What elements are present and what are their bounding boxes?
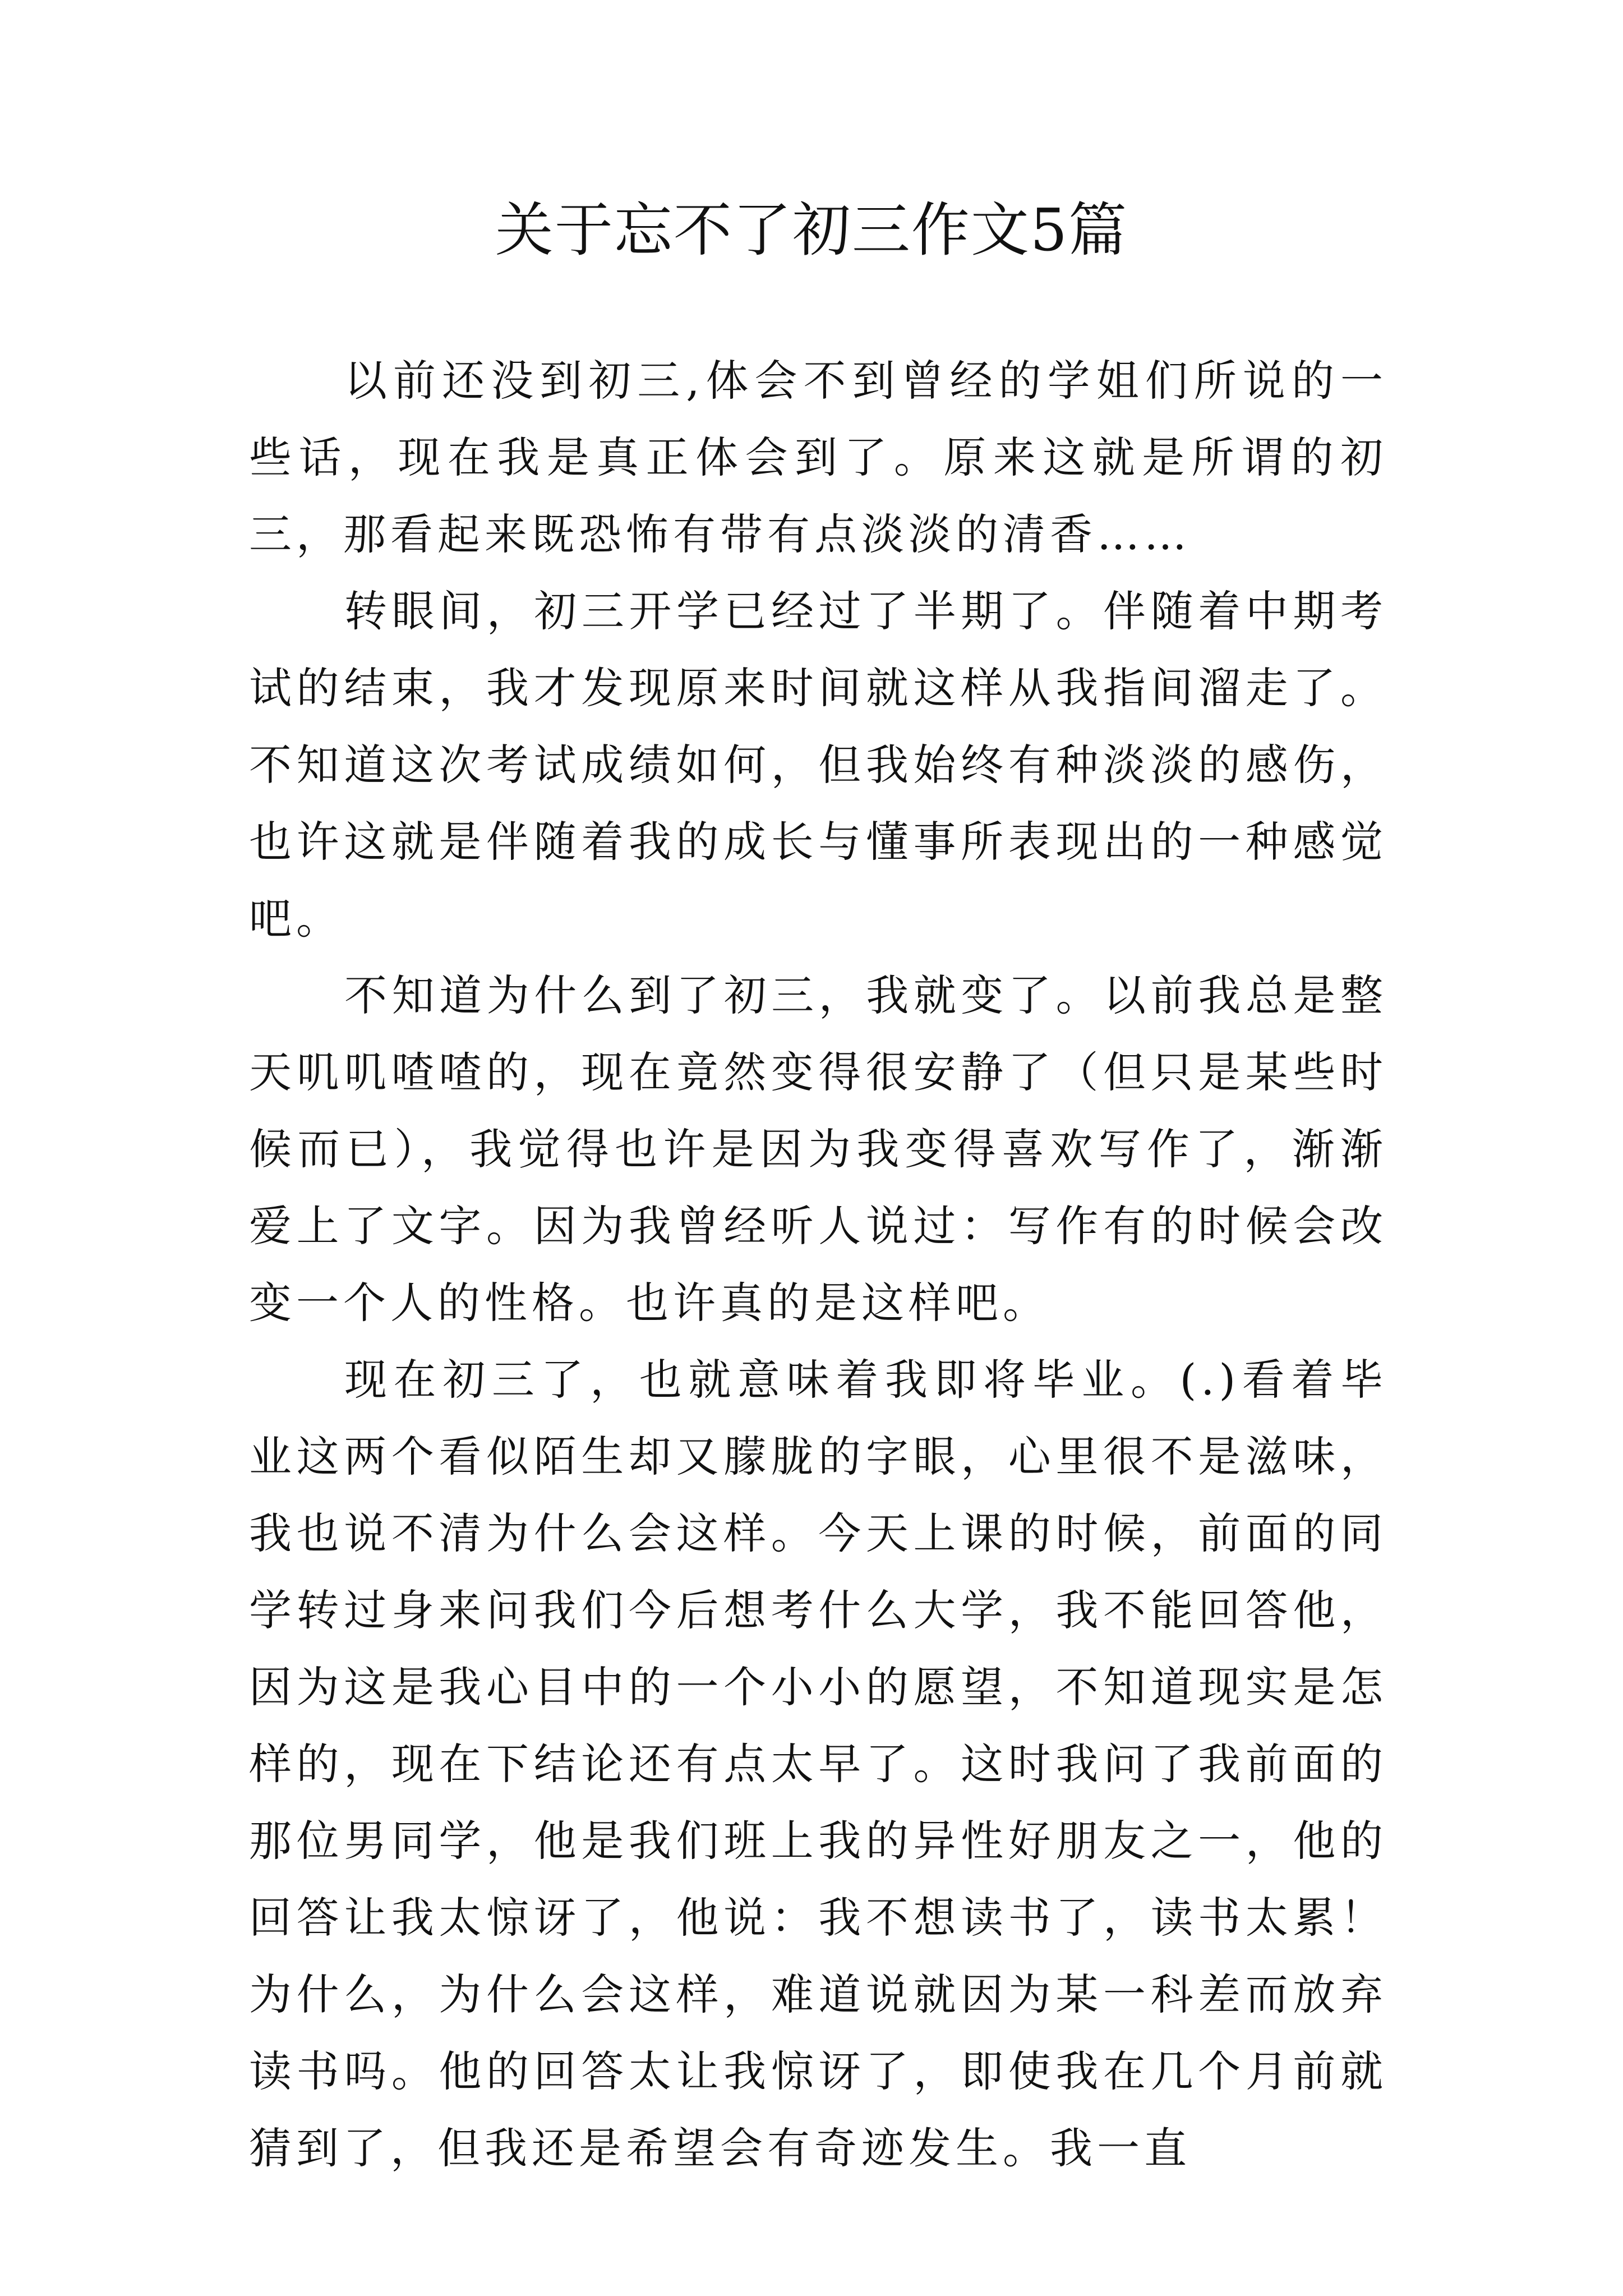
paragraph-1: 以前还没到初三,体会不到曾经的学姐们所说的一些话，现在我是真正体会到了。原来这就是所谓的初三，那看起来既恐怖有带有点淡淡的清香…… [249,356,1387,559]
paragraph-3: 不知道为什么到了初三，我就变了。以前我总是整天叽叽喳喳的，现在竟然变得很安静了（但只是某些时候而已），我觉得也许是因为我变得喜欢写作了，渐渐爱上了文字。因为我曾经听人说过：写作有的时候会改变一个人的性格。也许真的是这样吧。 [249,970,1387,1328]
paragraph-2: 转眼间，初三开学已经过了半期了。伴随着中期考试的结束，我才发现原来时间就这样从我指间溜走了。不知道这次考试成绩如何，但我始终有种淡淡的感伤，也许这就是伴随着我的成长与懂事所表现出的一种感觉吧。 [249,586,1387,944]
paragraph-4: 现在初三了，也就意味着我即将毕业。(.)看着毕业这两个看似陌生却又朦胧的字眼，心里很不是滋味，我也说不清为什么会这样。今天上课的时候，前面的同学转过身来问我们今后想考什么大学，我不能回答他，因为这是我心目中的一个小小的愿望，不知道现实是怎样的，现在下结论还有点太早了。这时我问了我前面的那位男同学，他是我们班上我的异性好朋友之一，他的回答让我太惊讶了，他说：我不想读书了，读书太累！为什么，为什么会这样，难道说就因为某一科差而放弃读书吗。他的回答太让我惊讶了，即使我在几个月前就猜到了，但我还是希望会有奇迹发生。我一直 [249,1355,1387,2173]
document-title: 关于忘不了初三作文5篇 [495,196,1128,264]
document-body [249,342,1387,2187]
